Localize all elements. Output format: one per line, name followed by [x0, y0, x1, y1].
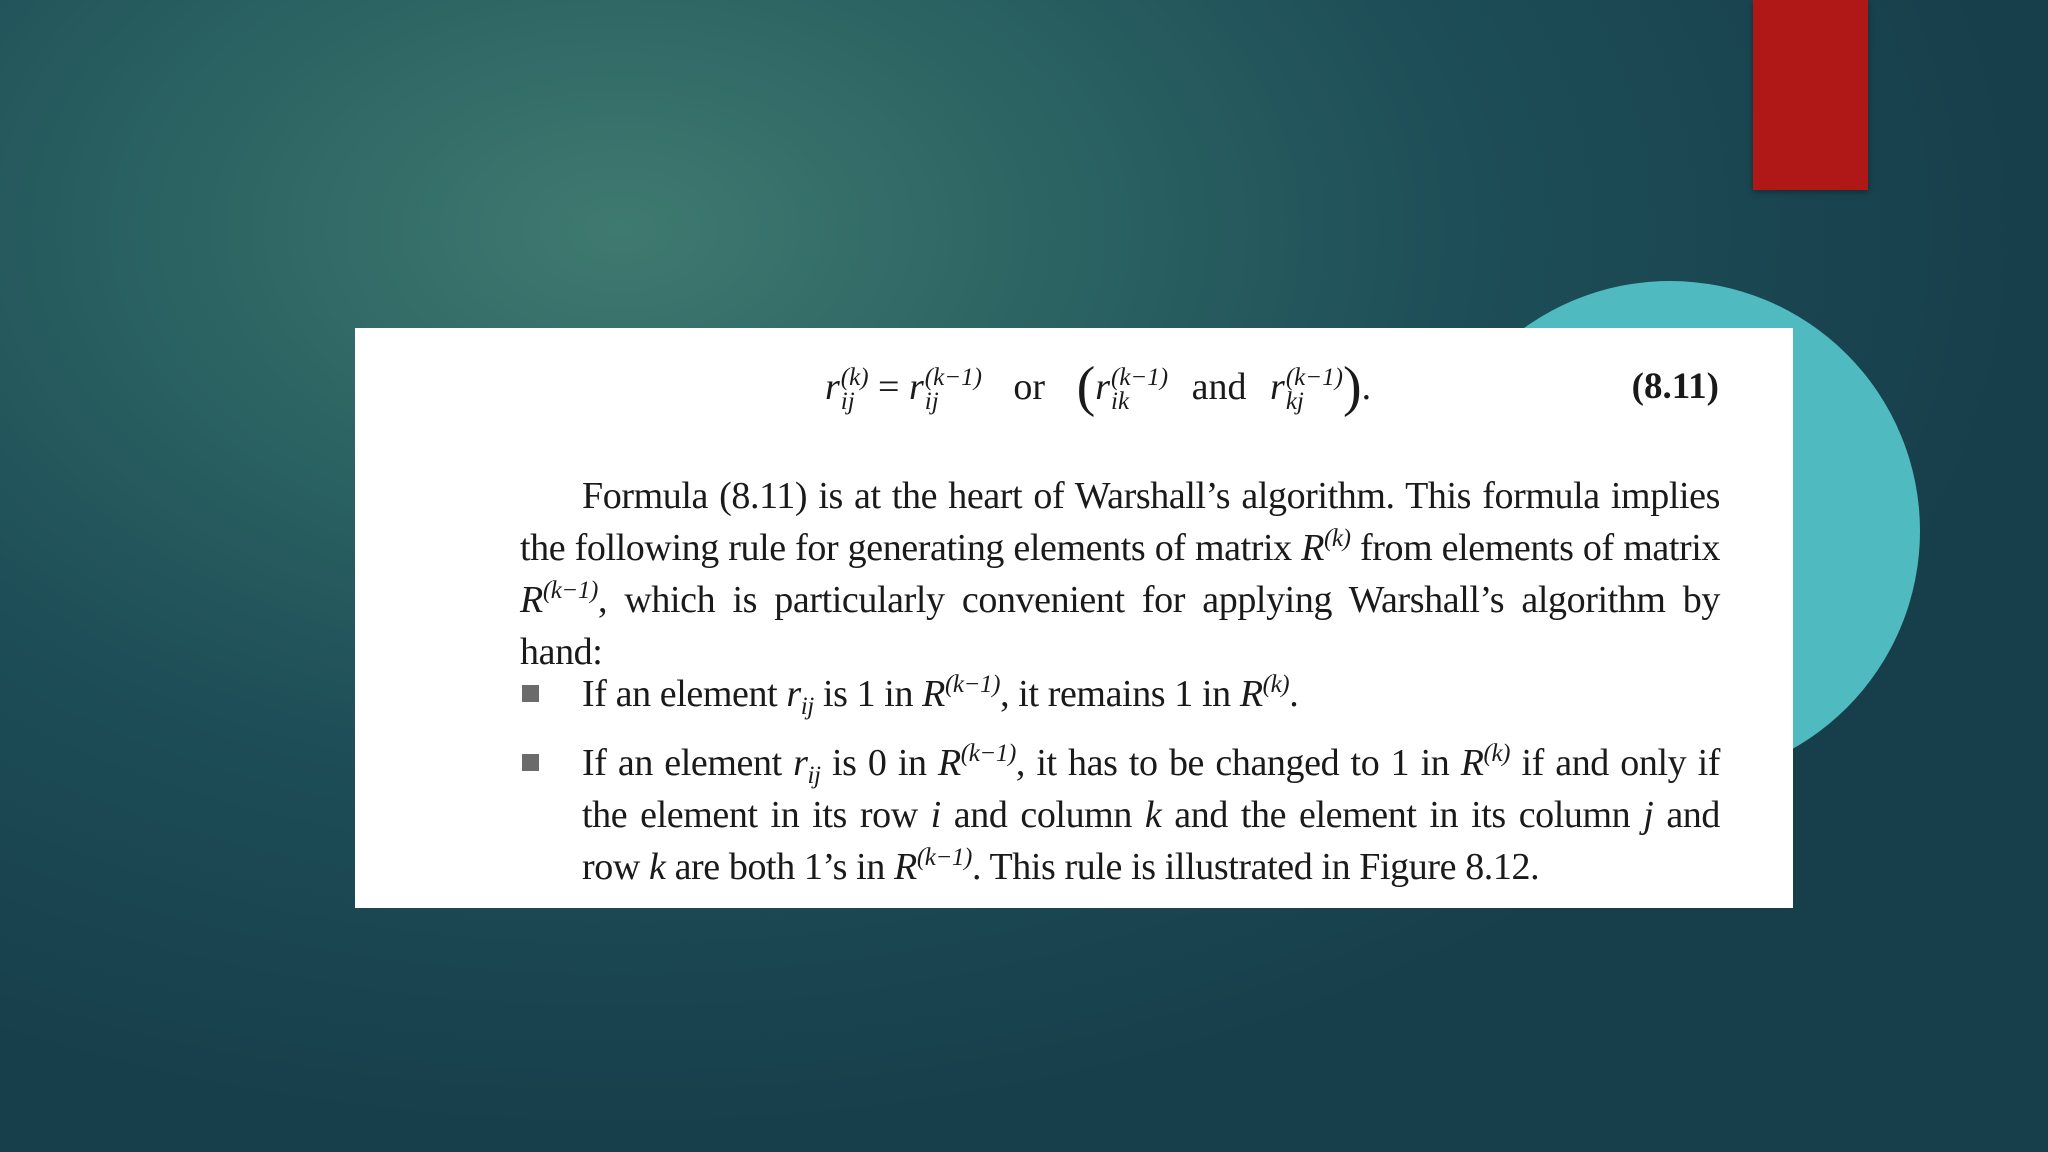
rule-list — [520, 668, 1720, 910]
eq-lhs-var: r — [825, 366, 840, 408]
eq-term2-var: r — [1270, 366, 1285, 408]
eq-and-word: and — [1191, 366, 1247, 408]
warshall-formula — [825, 352, 1371, 422]
eq-equals: = — [878, 366, 900, 408]
eq-open-paren: ( — [1076, 356, 1096, 418]
eq-or-word: or — [1013, 366, 1046, 408]
textbook-excerpt-image — [355, 328, 1793, 908]
list-item — [520, 668, 1720, 720]
eq-term2-scripts: (k−1) kj — [1285, 364, 1343, 416]
list-item — [520, 737, 1720, 893]
eq-term1-var: r — [1095, 366, 1111, 408]
square-bullet-icon — [522, 685, 539, 702]
explanation-paragraph: Formula (8.11) is at the heart of Warshall’s algorithm. This formula implies the following rule for generating elements of matrix $R^{(k)}$ from elements of matrix $R^{(k-1)}$, which is particularly convenient for applying Warshall’s algorithm by hand: — [520, 475, 1720, 673]
eq-close-paren: ) — [1342, 356, 1362, 418]
rule-1-text: If an element $r_{ij}$ is 1 in $R^{(k-1)}$, it remains 1 in $R^{(k)}$. — [582, 671, 1299, 720]
eq-rhs-var: r — [908, 366, 924, 408]
red-accent-bar — [1753, 0, 1868, 190]
rule-2-text: If an element $r_{ij}$ is 0 in $R^{(k-1)}$, it has to be changed to 1 in $R^{(k)}$ if and only if the element in its row i and column k and the element in its column j and row k are both 1’s in $R^{(k-1)}$. This rule is illustrated in Figure 8.12. — [582, 740, 1720, 888]
eq-lhs-scripts: (k) ij — [840, 364, 869, 416]
eq-rhs-scripts: (k−1) ij — [924, 364, 982, 416]
square-bullet-icon — [522, 754, 539, 771]
equation-number: (8.11) — [1631, 366, 1719, 407]
eq-term1-scripts: (k−1) ik — [1111, 364, 1169, 416]
eq-end-mark: . — [1361, 366, 1372, 408]
equation-row — [355, 352, 1793, 422]
